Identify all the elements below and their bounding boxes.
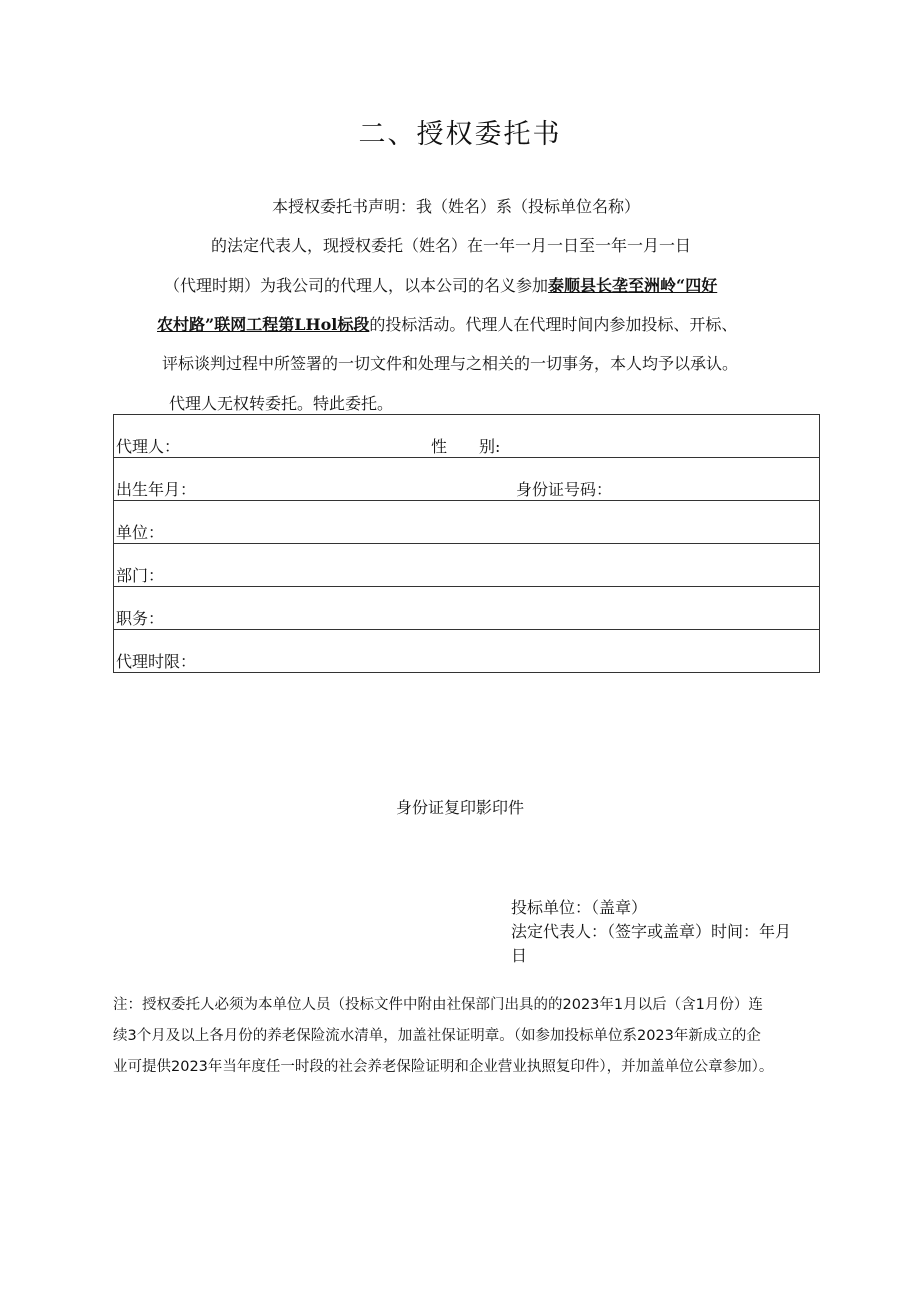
position-cell [114, 587, 820, 630]
date-day-line: 日 [511, 946, 528, 965]
legal-rep-line: 法定代表人：（签字或盖章）时间：年月 [511, 922, 792, 941]
table-row [114, 458, 820, 501]
declaration-line-4-text: 的投标活动。代理人在代理时间内参加投标、开标、 [369, 315, 738, 334]
declaration-line-3-text: （代理时期）为我公司的代理人，以本公司的名义参加 [164, 276, 549, 295]
table-row [114, 415, 820, 458]
project-name-part-2: 农村路”联网工程第LHol标段 [157, 315, 370, 334]
table-row [114, 544, 820, 587]
period-label: 代理时限： [116, 652, 197, 671]
note-line-2: 续3个月及以上各月份的养老保险流水清单，加盖社保证明章。（如参加投标单位系2023年新成立的企 [113, 1028, 761, 1044]
department-label: 部门： [116, 566, 165, 585]
table-row [114, 501, 820, 544]
page-title: 二、授权委托书 [358, 119, 562, 150]
department-cell [114, 544, 820, 587]
id-copy-caption: 身份证复印影印件 [395, 798, 524, 817]
agent-cell [114, 415, 820, 458]
note-line-3: 业可提供2023年当年度任一时段的社会养老保险证明和企业营业执照复印件），并加盖单位公章参加）。 [113, 1059, 774, 1075]
birth-cell [114, 458, 820, 501]
project-name-part-1: 泰顺县长垄至洲岭“四好 [548, 276, 718, 295]
table-row [114, 630, 820, 673]
agent-label: 代理人： [116, 437, 181, 456]
unit-cell [114, 501, 820, 544]
gender-label: 性 别: [431, 437, 501, 456]
period-cell [114, 630, 820, 673]
declaration-line-4 [157, 315, 737, 335]
declaration-line-2: 的法定代表人，现授权委托（姓名）在一年一月一日至一年一月一日 [211, 236, 692, 255]
declaration-line-5: 评标谈判过程中所签署的一切文件和处理与之相关的一切事务，本人均予以承认。 [162, 354, 739, 373]
birth-label: 出生年月： [116, 480, 197, 499]
declaration-line-1: 本授权委托书声明：我（姓名）系（投标单位名称） [272, 197, 641, 216]
bidder-seal-line: 投标单位：（盖章） [511, 898, 648, 917]
declaration-line-6: 代理人无权转委托。特此委托。 [169, 394, 394, 413]
note-line-1: 注：授权委托人必须为本单位人员（投标文件中附由社保部门出具的的2023年1月以后（含1月份）连 [113, 997, 763, 1013]
position-label: 职务： [116, 609, 165, 628]
id-number-label: 身份证号码： [516, 480, 613, 499]
table-row [114, 587, 820, 630]
unit-label: 单位： [116, 523, 165, 542]
declaration-line-3 [164, 276, 717, 296]
agent-info-table [113, 414, 820, 673]
